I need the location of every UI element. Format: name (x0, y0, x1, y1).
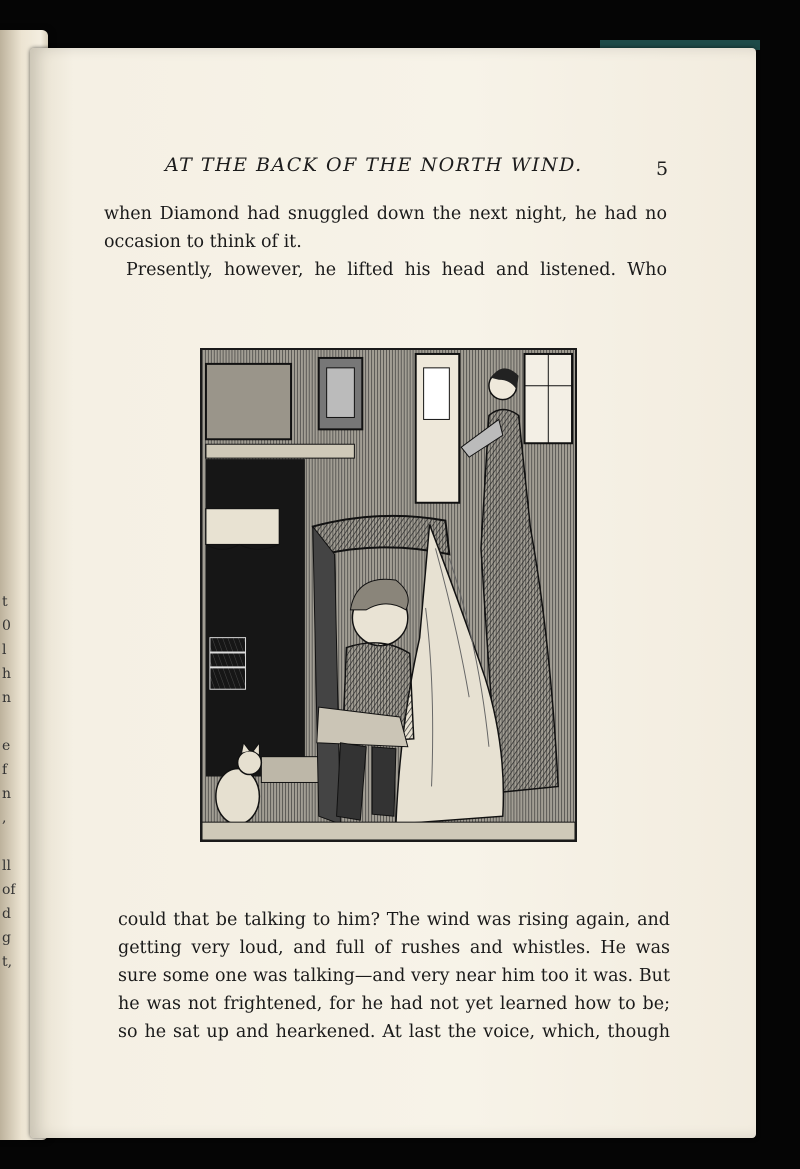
engraved-illustration (200, 348, 577, 842)
text-line: sure some one was talking—and very near him too it was. But (118, 966, 670, 986)
text-line: when Diamond had snuggled down the next night, he had no (104, 204, 667, 224)
text-line: occasion to think of it. (104, 232, 302, 252)
running-head: AT THE BACK OF THE NORTH WIND. (165, 154, 583, 176)
text-line: so he sat up and hearkened. At last the voice, which, though (118, 1022, 670, 1042)
page-number: 5 (656, 158, 669, 180)
paragraph-continued (104, 200, 667, 256)
text-line: getting very loud, and full of rushes and whistles. He was (118, 938, 670, 958)
text-line: could that be talking to him? The wind was rising again, and (118, 910, 670, 930)
text-line: Presently, however, he lifted his head and listened. Who (126, 260, 667, 280)
facing-page-text-fragments: t 0 l h n e f n , ll of d g t, (2, 594, 16, 970)
paragraph-could-that-be (118, 906, 670, 1046)
illustration-drawing (202, 350, 575, 840)
text-line: he was not frightened, for he had not yet learned how to be; (118, 994, 670, 1014)
paragraph-presently (104, 256, 667, 284)
